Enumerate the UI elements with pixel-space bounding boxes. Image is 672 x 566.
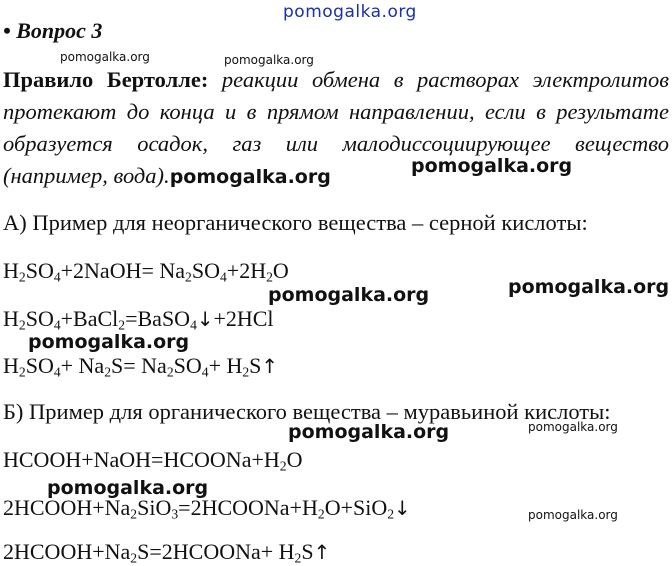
question-title: • Вопрос 3 xyxy=(3,18,103,43)
equation: $H_2SO_4+2NaOH= Na_2SO_4+2H_2O$ xyxy=(3,258,289,285)
rule-text-1: реакции обмена в растворах электролитов xyxy=(221,67,669,92)
equation: $2HCOOH+Na_2SiO_3=2HCOONa+H_2O+SiO_2↓$ xyxy=(3,495,411,522)
watermark: pomogalka.org xyxy=(60,50,150,64)
equation: $H_2SO_4+ Na_2S= Na_2SO_4+$ $H_2S↑$ xyxy=(3,353,278,380)
equation: $H_2SO_4+BaCl_2=BaSO_4↓+2HCl$ xyxy=(3,306,274,333)
rule-text-4: (например, вода). xyxy=(3,163,170,188)
watermark: pomogalka.org xyxy=(28,331,190,353)
rule-name: Правило Бертолле: xyxy=(3,67,209,92)
equation: $HCOOH+NaOH=HCOONa+H_2O$ xyxy=(3,447,303,474)
watermark: pomogalka.org xyxy=(411,155,573,177)
watermark: pomogalka.org xyxy=(288,421,450,443)
rule-line-3 xyxy=(3,128,669,160)
rule-text-2: протекают до конца и в прямом направлении, если в результате xyxy=(3,99,669,124)
rule-line-2 xyxy=(3,96,669,128)
watermark-top: pomogalka.org xyxy=(283,2,417,22)
equation: $2HCOOH+Na_2S=2HCOONa+$ $H_2S↑$ xyxy=(3,539,331,566)
rule-text-3: образуется осадок, газ или малодиссоциирующее вещество xyxy=(3,131,669,156)
watermark: pomogalka.org xyxy=(268,284,430,306)
watermark: pomogalka.org xyxy=(169,166,331,188)
watermark: pomogalka.org xyxy=(47,477,209,499)
watermark: pomogalka.org xyxy=(224,53,314,67)
rule-line-4 xyxy=(3,160,669,193)
watermark: pomogalka.org xyxy=(508,276,670,298)
watermark: pomogalka.org xyxy=(528,420,618,434)
section-a-heading: А) Пример для неорганического вещества – серной кислоты: xyxy=(3,210,588,235)
rule-line-1 xyxy=(3,64,669,96)
watermark: pomogalka.org xyxy=(528,508,618,522)
section-b-heading: Б) Пример для органического вещества – муравьиной кислоты: xyxy=(3,399,611,424)
